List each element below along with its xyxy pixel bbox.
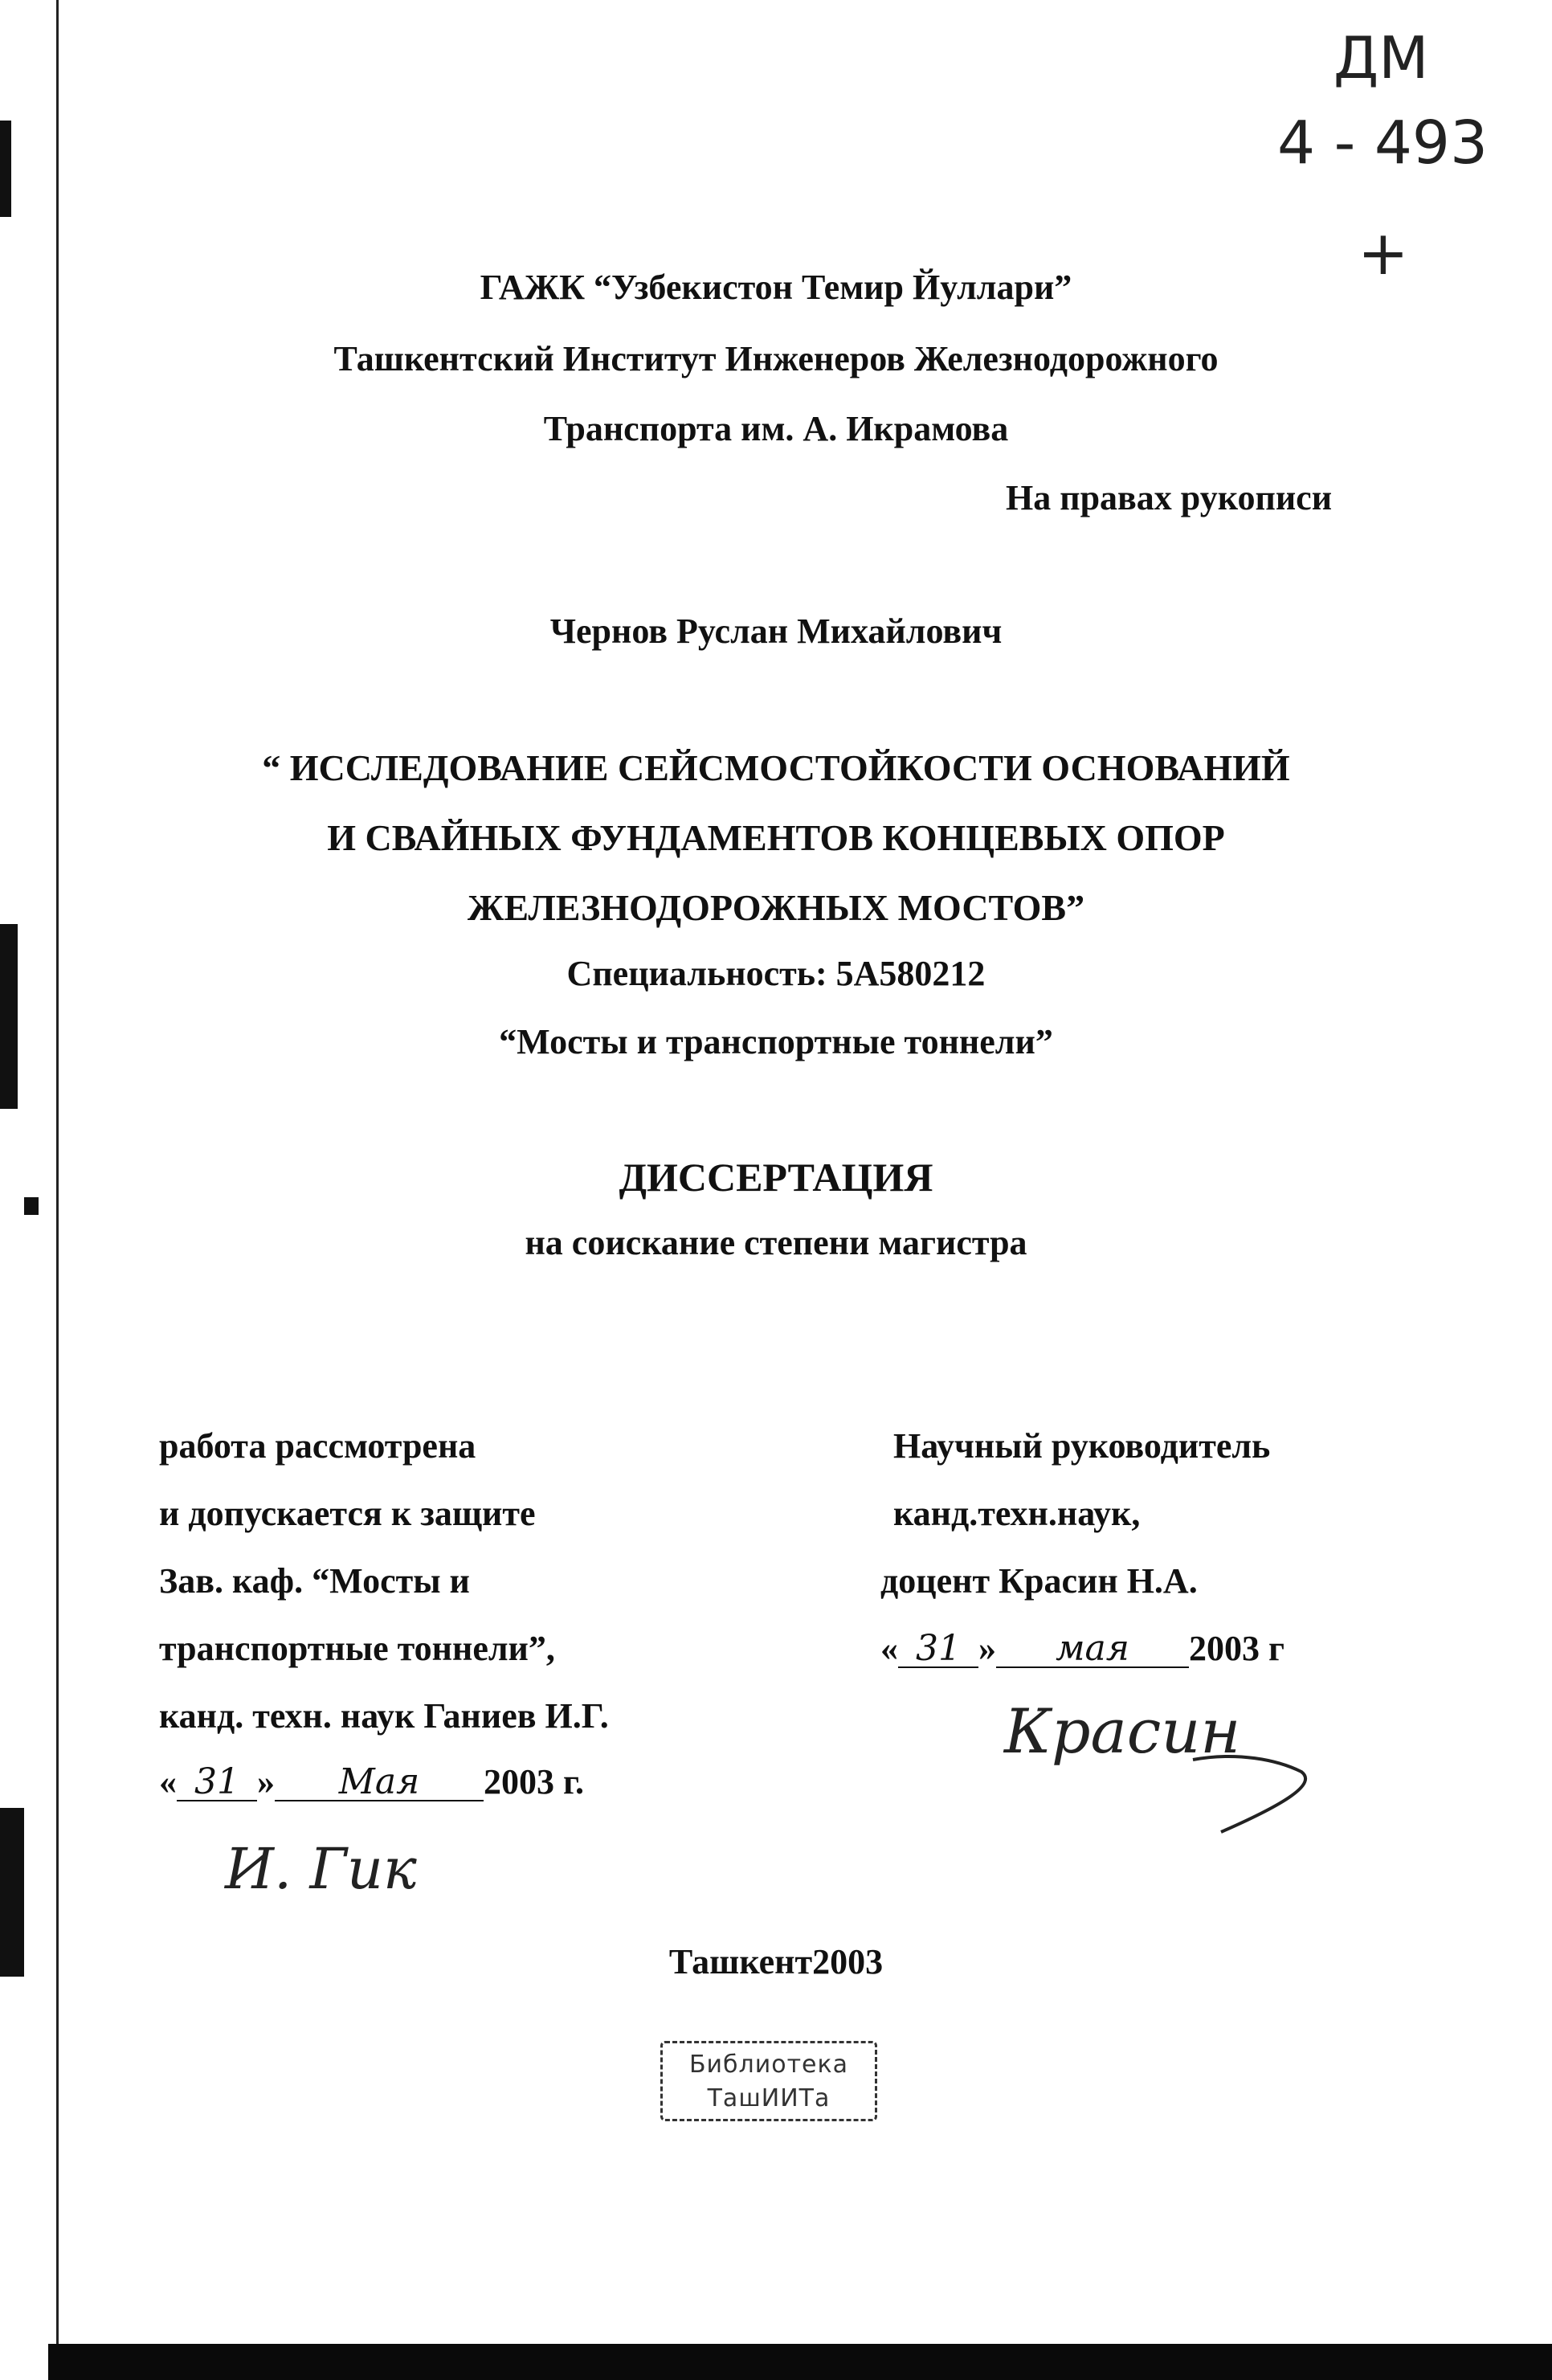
manuscript-note: На правах рукописи	[1006, 478, 1333, 517]
left-date-year: 2003 г.	[484, 1762, 585, 1801]
right-date-day: 31	[898, 1631, 978, 1668]
city-year: Ташкент2003	[668, 1942, 884, 1981]
left-block-line-5: канд. техн. наук Ганиев И.Г.	[159, 1696, 609, 1736]
left-block-line-2: и допускается к защите	[159, 1494, 536, 1533]
left-signature: И. Гик	[225, 1836, 417, 1902]
thesis-title-line-1: “ ИССЛЕДОВАНИЕ СЕЙСМОСТОЙКОСТИ ОСНОВАНИЙ	[262, 747, 1290, 788]
right-date-year: 2003 г	[1189, 1629, 1284, 1668]
right-block-line-3: доцент Красин Н.А.	[880, 1561, 1198, 1601]
scan-bottom-bar	[48, 2344, 1552, 2380]
institute-line-1: Ташкентский Институт Инженеров Железнодорожного	[333, 339, 1219, 378]
specialty-name: “Мосты и транспортные тоннели”	[499, 1022, 1053, 1061]
left-date-month: Мая	[275, 1765, 484, 1801]
right-block-line-1: Научный руководитель	[893, 1426, 1271, 1466]
right-block-line-2: канд.техн.наук,	[893, 1494, 1141, 1533]
left-date-day: 31	[177, 1765, 257, 1801]
degree-line: на соискание степени магистра	[525, 1223, 1027, 1262]
right-signature-flourish	[1189, 1728, 1317, 1840]
left-block-line-1: работа рассмотрена	[159, 1426, 476, 1466]
scan-artifact	[24, 1197, 39, 1215]
left-date-mid: »	[257, 1762, 275, 1801]
left-date-open: «	[159, 1762, 177, 1801]
thesis-title-line-3: ЖЕЛЕЗНОДОРОЖНЫХ МОСТОВ”	[467, 887, 1085, 928]
right-date-month: мая	[996, 1631, 1189, 1668]
organization-name: ГАЖК “Узбекистон Темир Йуллари”	[480, 268, 1072, 307]
stamp-line-2: ТашИИТа	[707, 2084, 831, 2112]
archive-code-line1: ДМ	[1333, 24, 1429, 92]
thesis-title-line-2: И СВАЙНЫХ ФУНДАМЕНТОВ КОНЦЕВЫХ ОПОР	[327, 817, 1225, 858]
archive-code-line2: 4 - 493	[1277, 108, 1489, 178]
scan-artifact	[0, 924, 18, 1109]
right-date-open: «	[880, 1629, 898, 1668]
library-stamp	[660, 2041, 877, 2121]
scan-artifact	[0, 121, 11, 217]
specialty-code: Специальность: 5А580212	[566, 954, 986, 993]
right-date-mid: »	[978, 1629, 996, 1668]
right-signature: Красин	[1004, 1695, 1241, 1767]
author-name: Чернов Руслан Михайлович	[549, 611, 1003, 651]
right-date-line	[880, 1628, 1284, 1669]
left-date-line	[159, 1761, 585, 1802]
stamp-line-1: Библиотека	[688, 2051, 849, 2079]
left-block-line-3: Зав. каф. “Мосты и	[159, 1561, 470, 1601]
left-block-line-4: транспортные тоннели”,	[159, 1629, 555, 1668]
institute-line-2: Транспорта им. А. Икрамова	[543, 409, 1009, 448]
archive-code-mark: +	[1358, 217, 1409, 288]
document-type: ДИССЕРТАЦИЯ	[619, 1155, 933, 1200]
